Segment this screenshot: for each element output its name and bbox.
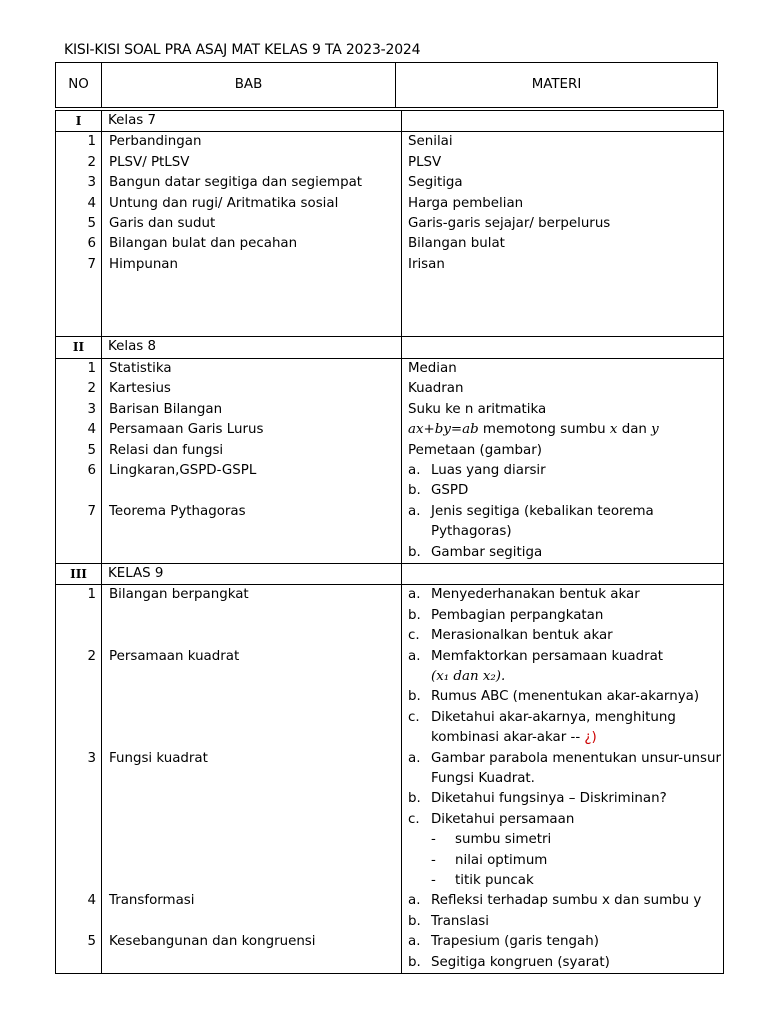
materi-block: [408, 234, 723, 254]
materi-block: [408, 194, 723, 214]
item-text: Memfaktorkan persamaan kuadrat (x₁ dan x₂).: [431, 648, 664, 684]
section-header-row: [56, 563, 724, 584]
item-label: b.: [408, 483, 421, 499]
dash: -: [431, 873, 436, 889]
materi-block: [408, 441, 723, 461]
materi-item: Senilai: [408, 134, 453, 150]
bab-list: [102, 358, 402, 563]
materi-item: [408, 891, 723, 911]
bab-item: Bangun datar segitiga dan segiempat: [109, 175, 363, 191]
item-label: a.: [408, 503, 421, 519]
item-text: GSPD: [431, 483, 469, 499]
item-text: Gambar segitiga: [431, 544, 543, 560]
materi-block: [408, 214, 723, 234]
section-blank: [402, 563, 724, 584]
materi-block: [408, 647, 723, 749]
bab-item: Statistika: [109, 360, 172, 376]
item-label: a.: [408, 893, 421, 909]
header-table: [55, 62, 718, 108]
section-title: Kelas 8: [102, 337, 402, 358]
item-label: b.: [408, 913, 421, 929]
formula: (x₁ dan x₂).: [431, 668, 506, 684]
bab-item: Perbandingan: [109, 134, 202, 150]
materi-item: [408, 626, 723, 646]
dash: -: [431, 832, 436, 848]
content-table: [55, 110, 724, 974]
materi-item: [408, 687, 723, 707]
section-title: KELAS 9: [102, 563, 402, 584]
row-number: 3: [87, 401, 96, 417]
item-label: a.: [408, 648, 421, 664]
materi-block: [408, 400, 723, 420]
materi-item: Segitiga: [408, 175, 463, 191]
item-label: a.: [408, 750, 421, 766]
materi-item: [408, 953, 723, 973]
section-header-row: [56, 337, 724, 358]
materi-item: Harga pembelian: [408, 195, 524, 211]
bab-item: Bilangan bulat dan pecahan: [109, 236, 298, 252]
section-body-row: [56, 358, 724, 563]
materi-item: Kuadran: [408, 381, 464, 397]
sub-item: [408, 830, 723, 850]
materi-item: [408, 912, 723, 932]
item-text: Merasionalkan bentuk akar: [431, 628, 613, 644]
row-number: 3: [87, 175, 96, 191]
row-number: 2: [87, 381, 96, 397]
bab-item: Persamaan kuadrat: [109, 648, 240, 664]
materi-item: Irisan: [408, 256, 445, 272]
bab-item: Teorema Pythagoras: [109, 503, 246, 519]
row-number: 1: [87, 134, 96, 150]
row-numbers: [56, 585, 102, 974]
row-number: 2: [87, 154, 96, 170]
section-body-row: [56, 132, 724, 337]
materi-block: [408, 891, 723, 932]
materi-block: [408, 585, 723, 646]
row-number: 7: [87, 503, 96, 519]
row-numbers: [56, 132, 102, 337]
bab-item: Persamaan Garis Lurus: [109, 422, 264, 438]
sub-text: nilai optimum: [455, 852, 548, 868]
item-label: b.: [408, 954, 421, 970]
row-number: 5: [87, 442, 96, 458]
section-numeral: III: [56, 563, 102, 584]
var-x: x: [609, 422, 618, 438]
header-no: NO: [56, 63, 102, 108]
bab-item: Himpunan: [109, 256, 178, 272]
materi-item: [408, 647, 723, 688]
materi-item: [408, 461, 723, 481]
sub-text: titik puncak: [455, 873, 534, 889]
item-text: Diketahui akar-akarnya, menghitung kombinasi akar-akar -- ¿): [431, 709, 676, 746]
section-blank: [402, 337, 724, 358]
materi-block: [408, 502, 723, 563]
materi-item: [408, 789, 723, 809]
materi-item: [408, 606, 723, 626]
sub-item: [408, 851, 723, 871]
bab-list: [102, 585, 402, 974]
bab-item: Transformasi: [109, 893, 195, 909]
materi-block: [408, 420, 723, 440]
bab-list: [102, 132, 402, 337]
materi-block: [408, 461, 723, 502]
blank-line: [408, 275, 723, 295]
section-title: Kelas 7: [102, 111, 402, 132]
item-label: c.: [408, 811, 420, 827]
row-number: 6: [87, 236, 96, 252]
blank-line: [408, 316, 723, 336]
item-text: Menyederhanakan bentuk akar: [431, 587, 640, 603]
materi-item: Median: [408, 360, 457, 376]
document-title: KISI-KISI SOAL PRA ASAJ MAT KELAS 9 TA 2023-2024: [64, 42, 421, 58]
materi-block: [408, 132, 723, 152]
row-number: 3: [87, 750, 96, 766]
row-number: 4: [87, 893, 96, 909]
materi-list: [402, 358, 724, 563]
row-number: 7: [87, 256, 96, 272]
item-label: b.: [408, 544, 421, 560]
section-blank: [402, 111, 724, 132]
row-number: 1: [87, 360, 96, 376]
row-number: 6: [87, 462, 96, 478]
materi-item: PLSV: [408, 154, 442, 170]
materi-block: [408, 255, 723, 275]
section-numeral: II: [56, 337, 102, 358]
materi-item: [408, 543, 723, 563]
sub-item: [408, 871, 723, 891]
bab-item: Bilangan berpangkat: [109, 587, 249, 603]
item-text: Translasi: [431, 913, 490, 929]
item-label: a.: [408, 587, 421, 603]
var-y: y: [651, 422, 659, 438]
header-materi: MATERI: [396, 63, 718, 108]
item-label: b.: [408, 689, 421, 705]
item-label: a.: [408, 462, 421, 478]
row-number: 4: [87, 422, 96, 438]
materi-block: [408, 932, 723, 973]
bab-item: Relasi dan fungsi: [109, 442, 224, 458]
item-label: c.: [408, 628, 420, 644]
materi-item: [408, 502, 723, 543]
item-text: Pembagian perpangkatan: [431, 607, 604, 623]
section-numeral: I: [56, 111, 102, 132]
bab-item: Barisan Bilangan: [109, 401, 223, 417]
mark: ¿): [584, 730, 597, 746]
materi-item: Garis-garis sejajar/ berpelurus: [408, 216, 611, 232]
formula: ax+by=ab: [408, 422, 479, 438]
bab-item: Lingkaran,GSPD-GSPL: [109, 462, 257, 478]
item-text: Gambar parabola menentukan unsur-unsur Fungsi Kuadrat.: [431, 750, 721, 786]
bab-item: Kartesius: [109, 381, 171, 397]
item-text: Rumus ABC (menentukan akar-akarnya): [431, 689, 700, 705]
materi-block: [408, 153, 723, 173]
item-label: b.: [408, 791, 421, 807]
materi-item: Pemetaan (gambar): [408, 442, 542, 458]
bab-item: Garis dan sudut: [109, 216, 216, 232]
bab-item: Kesebangunan dan kongruensi: [109, 934, 316, 950]
materi-item: [408, 749, 723, 790]
item-text: Diketahui persamaan: [431, 811, 575, 827]
row-number: 2: [87, 648, 96, 664]
materi-item: Suku ke n aritmatika: [408, 401, 547, 417]
materi-item: ax+by=ab memotong sumbu x dan y: [408, 422, 659, 438]
item-text: Trapesium (garis tengah): [431, 934, 599, 950]
materi-item: [408, 810, 723, 830]
item-label: b.: [408, 607, 421, 623]
row-numbers: [56, 358, 102, 563]
row-number: 5: [87, 934, 96, 950]
row-number: 5: [87, 216, 96, 232]
materi-list: [402, 585, 724, 974]
materi-item: Bilangan bulat: [408, 236, 505, 252]
item-text: Luas yang diarsir: [431, 462, 546, 478]
materi-block: [408, 359, 723, 379]
item-text: Jenis segitiga (kebalikan teorema Pythagoras): [431, 503, 654, 540]
item-label: a.: [408, 934, 421, 950]
blank-line: [408, 296, 723, 316]
materi-item: [408, 481, 723, 501]
item-label: c.: [408, 709, 420, 725]
header-bab: BAB: [102, 63, 396, 108]
row-number: 1: [87, 587, 96, 603]
item-text: Refleksi terhadap sumbu x dan sumbu y: [431, 893, 702, 909]
dash: -: [431, 852, 436, 868]
item-text: Segitiga kongruen (syarat): [431, 954, 610, 970]
bab-item: Fungsi kuadrat: [109, 750, 208, 766]
materi-block: [408, 749, 723, 892]
materi-item: [408, 585, 723, 605]
bab-item: PLSV/ PtLSV: [109, 154, 190, 170]
sub-text: sumbu simetri: [455, 832, 552, 848]
materi-item: [408, 708, 723, 749]
materi-block: [408, 379, 723, 399]
row-number: 4: [87, 195, 96, 211]
section-body-row: [56, 585, 724, 974]
item-text: Diketahui fungsinya – Diskriminan?: [431, 791, 667, 807]
materi-list: [402, 132, 724, 337]
materi-block: [408, 173, 723, 193]
bab-item: Untung dan rugi/ Aritmatika sosial: [109, 195, 339, 211]
materi-item: [408, 932, 723, 952]
section-header-row: [56, 111, 724, 132]
